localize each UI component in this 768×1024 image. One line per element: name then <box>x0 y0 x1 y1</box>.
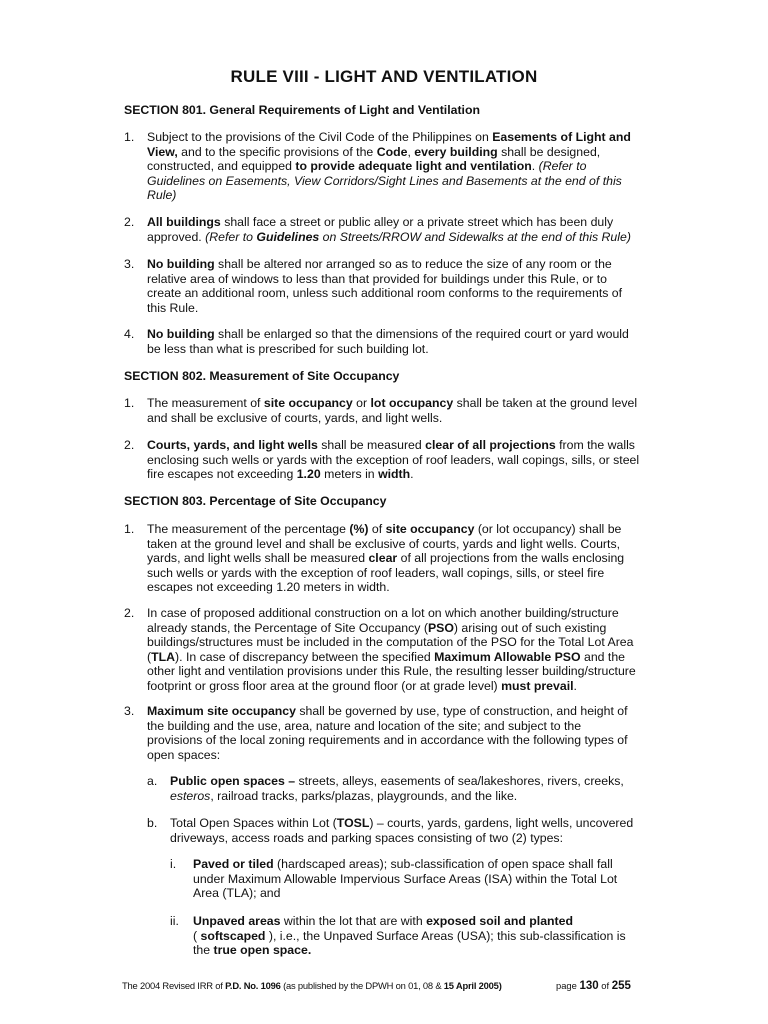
s801-item-1: Subject to the provisions of the Civil Code of the Philippines on Easements of Light and View, and to the specific provisions of the Code, every building shall be designed, constructed, and equipped to provide adequate light and ventilation. (Refer to Guidelines on Easements, View Corridors/Sight Lines and Basements at the end of this Rule) <box>147 130 631 203</box>
s803-item-1: The measurement of the percentage (%) of site occupancy (or lot occupancy) shall be taken at the ground level and shall be exclusive of courts, yards and light wells. Courts, yards, and light wells shall be measured clear of all projections from the walls enclosing such wells or yards with the exception of roof leaders, wall copings, sills, or steel fire escapes not exceeding 1.20 meters in width. <box>147 522 625 595</box>
page-title: RULE VIII - LIGHT AND VENTILATION <box>230 67 538 86</box>
s801-item-1-number: 1. <box>124 130 135 144</box>
s803-item-3b-ii: Unpaved areas within the lot that are with exposed soil and planted ( softscaped ), i.e., the Unpaved Surface Areas (USA); this sub-classification is the true open space. <box>193 914 626 958</box>
s802-item-2: Courts, yards, and light wells shall be measured clear of all projections from the walls enclosing such wells or yards with the exception of roof leaders, wall copings, sills, or steel fire escapes not exceeding 1.20 meters in width. <box>147 438 640 482</box>
s801-item-3-number: 3. <box>124 257 135 271</box>
section-803-heading: SECTION 803. Percentage of Site Occupancy <box>124 494 387 508</box>
s803-item-2-number: 2. <box>124 606 135 620</box>
footer-citation: The 2004 Revised IRR of P.D. No. 1096 (as published by the DPWH on 01, 08 & 15 April 2005) <box>122 980 502 991</box>
s803-item-3b-i-numeral: i. <box>170 857 177 871</box>
section-802-heading: SECTION 802. Measurement of Site Occupancy <box>124 369 400 383</box>
s803-item-3b-ii-numeral: ii. <box>170 914 179 928</box>
s803-item-1-number: 1. <box>124 522 135 536</box>
s803-item-3: Maximum site occupancy shall be governed by use, type of construction, and height of the building and the use, area, nature and location of the site; and subject to the provisions of the local zoning requirements and in accordance with the following types of open spaces: <box>147 704 628 762</box>
s801-item-2: All buildings shall face a street or public alley or a private street which has been duly approved. (Refer to Guidelines on Streets/RROW and Sidewalks at the end of this Rule) <box>147 215 631 244</box>
s803-item-3b: Total Open Spaces within Lot (TOSL) – courts, yards, gardens, light wells, uncovered driveways, access roads and parking spaces consisting of two (2) types: <box>170 816 634 845</box>
s802-item-1-number: 1. <box>124 396 135 410</box>
s803-item-3b-i: Paved or tiled (hardscaped areas); sub-classification of open space shall fall under Maximum Allowable Impervious Surface Areas (ISA) within the Total Lot Area (TLA); and <box>193 857 618 901</box>
s802-item-2-number: 2. <box>124 438 135 452</box>
s801-item-2-number: 2. <box>124 215 135 229</box>
s801-item-4: No building shall be enlarged so that the dimensions of the required court or yard would be less than what is prescribed for such building lot. <box>147 327 629 356</box>
s803-item-2: In case of proposed additional construction on a lot on which another building/structure already stands, the Percentage of Site Occupancy (PSO) arising out of such existing buildings/structures must be included in the computation of the PSO for the Total Lot Area (TLA). In case of discrepancy between the specified Maximum Allowable PSO and the other light and ventilation provisions under this Rule, the resulting lesser building/structure footprint or gross floor area at the ground floor (or at grade level) must prevail. <box>147 606 636 693</box>
footer-page-number: page 130 of 255 <box>556 980 631 992</box>
s802-item-1: The measurement of site occupancy or lot occupancy shall be taken at the ground level and shall be exclusive of courts, yards, and light wells. <box>147 396 638 425</box>
s803-item-3b-letter: b. <box>147 816 158 830</box>
section-801-heading: SECTION 801. General Requirements of Light and Ventilation <box>124 103 480 117</box>
s801-item-3: No building shall be altered nor arranged so as to reduce the size of any room or the relative area of windows to less than that provided for buildings under this Rule, or to create an additional room, unless such additional room conforms to the requirements of this Rule. <box>147 257 623 315</box>
s803-item-3a: Public open spaces – streets, alleys, easements of sea/lakeshores, rivers, creeks, esteros, railroad tracks, parks/plazas, playgrounds, and the like. <box>170 774 624 803</box>
s803-item-3a-letter: a. <box>147 774 158 788</box>
s801-item-4-number: 4. <box>124 327 135 341</box>
s803-item-3-number: 3. <box>124 704 135 718</box>
